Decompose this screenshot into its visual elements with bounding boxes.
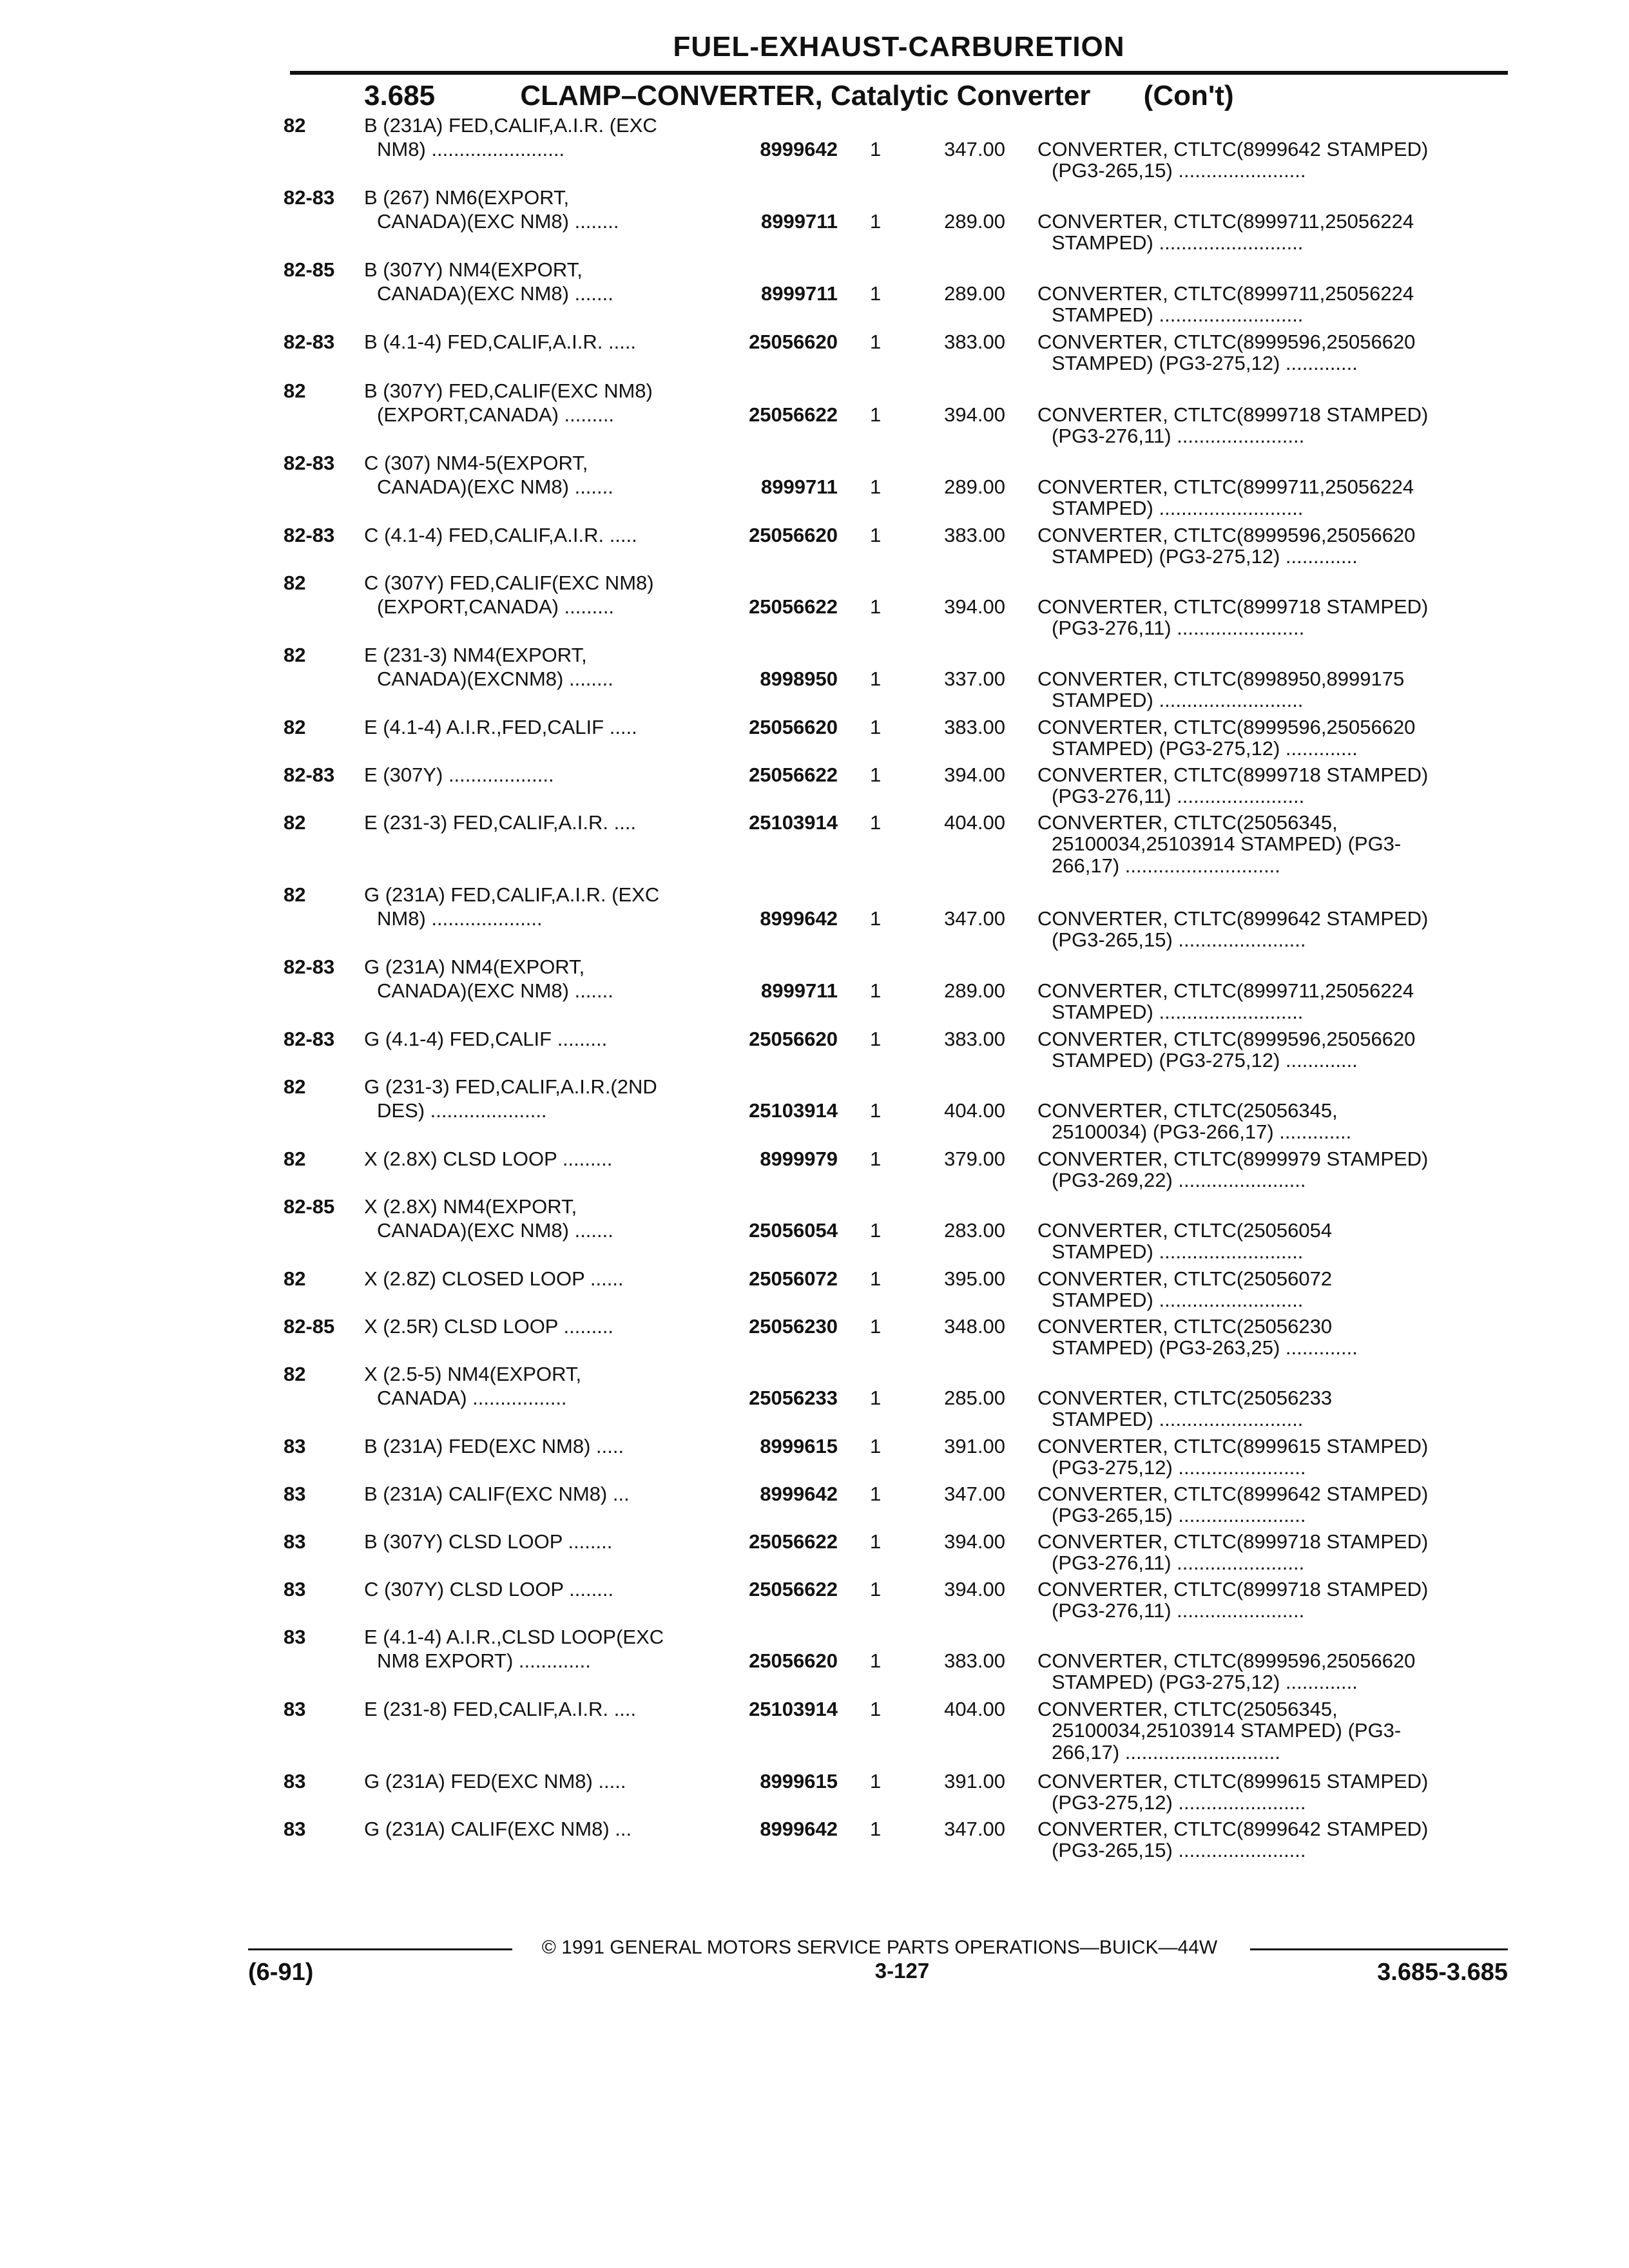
model-year: 83	[284, 1578, 306, 1600]
price: 404.00	[944, 811, 1005, 834]
part-description: CONVERTER, CTLTC(8999718 STAMPED)	[1037, 1578, 1429, 1600]
part-description: (PG3-265,15) .......................	[1052, 1839, 1306, 1862]
part-description: CONVERTER, CTLTC(8999711,25056224	[1037, 210, 1414, 233]
application-description: CANADA)(EXC NM8) .......	[377, 1219, 613, 1242]
price: 383.00	[944, 524, 1005, 546]
quantity: 1	[870, 668, 882, 690]
quantity: 1	[870, 1770, 882, 1792]
part-number: 8999711	[761, 476, 838, 498]
part-description: 25100034) (PG3-266,17) .............	[1052, 1120, 1352, 1144]
part-description: CONVERTER, CTLTC(25056054	[1037, 1219, 1333, 1242]
part-description: STAMPED) ..........................	[1052, 1240, 1304, 1264]
application-description: (EXPORT,CANADA) .........	[377, 403, 615, 426]
quantity: 1	[870, 138, 882, 160]
part-description: CONVERTER, CTLTC(25056230	[1037, 1315, 1333, 1338]
part-description: (PG3-265,15) .......................	[1052, 928, 1306, 952]
application-description: B (307Y) FED,CALIF(EXC NM8)	[364, 380, 653, 402]
part-number: 8999642	[760, 907, 838, 930]
part-number: 25103914	[749, 811, 838, 834]
price: 379.00	[944, 1148, 1005, 1170]
part-number: 8999711	[761, 979, 838, 1002]
quantity: 1	[870, 716, 882, 738]
application-description: B (231A) FED(EXC NM8) .....	[364, 1435, 624, 1457]
quantity: 1	[870, 764, 882, 786]
model-year: 82-83	[284, 1028, 335, 1050]
quantity: 1	[870, 331, 882, 353]
quantity: 1	[870, 1818, 882, 1840]
price: 383.00	[944, 716, 1005, 738]
application-description: G (4.1-4) FED,CALIF .........	[364, 1028, 608, 1050]
part-description: CONVERTER, CTLTC(8999711,25056224	[1037, 282, 1414, 305]
model-year: 82	[284, 572, 306, 594]
price: 394.00	[944, 1578, 1005, 1600]
application-description: X (2.8Z) CLOSED LOOP ......	[364, 1267, 624, 1290]
model-year: 82	[284, 716, 306, 738]
part-description: STAMPED) ..........................	[1052, 1408, 1304, 1431]
part-description: CONVERTER, CTLTC(8999642 STAMPED)	[1037, 1818, 1429, 1840]
quantity: 1	[870, 907, 882, 930]
part-number: 8999979	[760, 1148, 838, 1170]
price: 404.00	[944, 1099, 1005, 1122]
part-number: 8998950	[760, 668, 838, 690]
application-description: C (4.1-4) FED,CALIF,A.I.R. .....	[364, 524, 637, 546]
application-description: CANADA) .................	[377, 1387, 567, 1409]
model-year: 83	[284, 1698, 306, 1720]
price: 391.00	[944, 1435, 1005, 1457]
part-description: CONVERTER, CTLTC(8999979 STAMPED)	[1037, 1148, 1429, 1170]
application-description: NM8) ....................	[377, 907, 543, 930]
application-description: CANADA)(EXC NM8) ........	[377, 210, 619, 233]
price: 347.00	[944, 1818, 1005, 1840]
price: 383.00	[944, 1649, 1005, 1672]
part-number: 25056622	[749, 1578, 838, 1600]
application-description: E (307Y) ...................	[364, 764, 554, 786]
section-range: 3.685-3.685	[1377, 1959, 1508, 1986]
quantity: 1	[870, 1698, 882, 1720]
part-description: CONVERTER, CTLTC(8999596,25056620	[1037, 331, 1416, 353]
part-description: (PG3-276,11) .......................	[1052, 1599, 1305, 1622]
price: 347.00	[944, 138, 1005, 160]
price: 347.00	[944, 1483, 1005, 1505]
price: 289.00	[944, 282, 1005, 305]
quantity: 1	[870, 1483, 882, 1505]
application-description: CANADA)(EXC NM8) .......	[377, 282, 613, 305]
quantity: 1	[870, 1219, 882, 1242]
quantity: 1	[870, 595, 882, 618]
part-number: 25056622	[749, 403, 838, 426]
part-number: 8999642	[760, 1483, 838, 1505]
part-description: 25100034,25103914 STAMPED) (PG3-	[1052, 1719, 1402, 1742]
price: 283.00	[944, 1219, 1005, 1242]
copyright-notice: © 1991 GENERAL MOTORS SERVICE PARTS OPERATIONS—BUICK—44W	[512, 1937, 1247, 1959]
quantity: 1	[870, 979, 882, 1002]
part-number: 25056054	[749, 1219, 838, 1242]
price: 348.00	[944, 1315, 1005, 1338]
part-description: CONVERTER, CTLTC(8999711,25056224	[1037, 476, 1414, 498]
application-description: B (267) NM6(EXPORT,	[364, 186, 570, 209]
model-year: 82-83	[284, 186, 335, 209]
continued-label: (Con't)	[1143, 80, 1234, 111]
application-description: E (4.1-4) A.I.R.,FED,CALIF .....	[364, 716, 637, 738]
section-number: 3.685	[364, 80, 436, 111]
page-title: FUEL-EXHAUST-CARBURETION	[673, 31, 1125, 62]
part-description: 266,17) ............................	[1052, 854, 1280, 877]
part-description: CONVERTER, CTLTC(8999642 STAMPED)	[1037, 138, 1429, 160]
part-description: CONVERTER, CTLTC(8999596,25056620	[1037, 716, 1416, 738]
part-description: CONVERTER, CTLTC(8999596,25056620	[1037, 1028, 1416, 1050]
part-description: (PG3-276,11) .......................	[1052, 785, 1305, 808]
application-description: B (231A) CALIF(EXC NM8) ...	[364, 1483, 630, 1505]
quantity: 1	[870, 1435, 882, 1457]
part-description: (PG3-276,11) .......................	[1052, 617, 1305, 640]
application-description: E (231-3) FED,CALIF,A.I.R. ....	[364, 811, 637, 834]
model-year: 82	[284, 1148, 306, 1170]
price: 395.00	[944, 1267, 1005, 1290]
section-name: CLAMP–CONVERTER, Catalytic Converter	[520, 80, 1091, 111]
application-description: DES) .....................	[377, 1099, 547, 1122]
part-description: CONVERTER, CTLTC(8999711,25056224	[1037, 979, 1414, 1002]
application-description: G (231A) CALIF(EXC NM8) ...	[364, 1818, 632, 1840]
part-number: 25056620	[749, 1028, 838, 1050]
quantity: 1	[870, 1387, 882, 1409]
part-description: CONVERTER, CTLTC(8999596,25056620	[1037, 524, 1416, 546]
model-year: 82-83	[284, 331, 335, 353]
application-description: X (2.5R) CLSD LOOP .........	[364, 1315, 614, 1338]
application-description: C (307Y) FED,CALIF(EXC NM8)	[364, 572, 654, 594]
part-number: 8999711	[761, 282, 838, 305]
part-number: 25056622	[749, 1530, 838, 1553]
model-year: 83	[284, 1435, 306, 1457]
model-year: 83	[284, 1770, 306, 1792]
part-description: STAMPED) (PG3-275,12) .............	[1052, 1049, 1358, 1072]
part-number: 25056620	[749, 716, 838, 738]
price: 337.00	[944, 668, 1005, 690]
application-description: X (2.5-5) NM4(EXPORT,	[364, 1363, 582, 1385]
part-description: (PG3-269,22) .......................	[1052, 1169, 1306, 1192]
application-description: NM8) ........................	[377, 138, 565, 160]
application-description: B (231A) FED,CALIF,A.I.R. (EXC	[364, 114, 657, 137]
footer-rule-left	[248, 1948, 519, 1950]
quantity: 1	[870, 403, 882, 426]
application-description: G (231-3) FED,CALIF,A.I.R.(2ND	[364, 1075, 657, 1098]
quantity: 1	[870, 811, 882, 834]
model-year: 82	[284, 811, 306, 834]
model-year: 82-83	[284, 956, 335, 978]
price: 394.00	[944, 764, 1005, 786]
part-description: STAMPED) ..........................	[1052, 497, 1304, 520]
revision-date: (6-91)	[248, 1959, 314, 1986]
part-number: 25056622	[749, 595, 838, 618]
application-description: NM8 EXPORT) .............	[377, 1649, 591, 1672]
application-description: E (231-8) FED,CALIF,A.I.R. ....	[364, 1698, 637, 1720]
application-description: CANADA)(EXCNM8) ........	[377, 668, 613, 690]
part-description: CONVERTER, CTLTC(25056345,	[1037, 1698, 1338, 1720]
part-number: 25056072	[749, 1267, 838, 1290]
model-year: 82-85	[284, 1315, 335, 1338]
application-description: E (231-3) NM4(EXPORT,	[364, 644, 587, 666]
application-description: E (4.1-4) A.I.R.,CLSD LOOP(EXC	[364, 1626, 664, 1648]
application-description: X (2.8X) CLSD LOOP .........	[364, 1148, 613, 1170]
quantity: 1	[870, 524, 882, 546]
part-description: CONVERTER, CTLTC(8999615 STAMPED)	[1037, 1435, 1429, 1457]
price: 383.00	[944, 1028, 1005, 1050]
part-description: CONVERTER, CTLTC(8999642 STAMPED)	[1037, 907, 1429, 930]
part-number: 25103914	[749, 1099, 838, 1122]
model-year: 82-83	[284, 452, 335, 474]
part-description: CONVERTER, CTLTC(8999718 STAMPED)	[1037, 403, 1429, 426]
part-description: (PG3-265,15) .......................	[1052, 1504, 1306, 1527]
price: 394.00	[944, 1530, 1005, 1553]
part-description: (PG3-265,15) .......................	[1052, 159, 1306, 182]
part-number: 8999642	[760, 1818, 838, 1840]
part-number: 25103914	[749, 1698, 838, 1720]
part-number: 8999711	[761, 210, 838, 233]
model-year: 83	[284, 1818, 306, 1840]
price: 394.00	[944, 403, 1005, 426]
price: 383.00	[944, 331, 1005, 353]
application-description: (EXPORT,CANADA) .........	[377, 595, 615, 618]
part-description: CONVERTER, CTLTC(8999596,25056620	[1037, 1649, 1416, 1672]
part-description: 25100034,25103914 STAMPED) (PG3-	[1052, 832, 1402, 856]
footer-rule-right	[1250, 1948, 1508, 1950]
part-number: 25056620	[749, 1649, 838, 1672]
model-year: 82	[284, 1267, 306, 1290]
price: 285.00	[944, 1387, 1005, 1409]
application-description: CANADA)(EXC NM8) .......	[377, 476, 613, 498]
application-description: G (231A) FED,CALIF,A.I.R. (EXC	[364, 883, 660, 906]
part-number: 25056233	[749, 1387, 838, 1409]
model-year: 82	[284, 883, 306, 906]
part-description: (PG3-276,11) .......................	[1052, 1552, 1305, 1575]
application-description: C (307) NM4-5(EXPORT,	[364, 452, 588, 474]
part-description: STAMPED) (PG3-275,12) .............	[1052, 545, 1358, 568]
part-description: CONVERTER, CTLTC(8999718 STAMPED)	[1037, 764, 1429, 786]
part-description: STAMPED) ..........................	[1052, 1001, 1304, 1024]
price: 289.00	[944, 979, 1005, 1002]
quantity: 1	[870, 1099, 882, 1122]
model-year: 82-83	[284, 524, 335, 546]
application-description: B (307Y) NM4(EXPORT,	[364, 258, 583, 281]
part-description: 266,17) ............................	[1052, 1740, 1280, 1763]
price: 404.00	[944, 1698, 1005, 1720]
price: 394.00	[944, 595, 1005, 618]
part-description: CONVERTER, CTLTC(25056345,	[1037, 811, 1338, 834]
model-year: 82-85	[284, 1195, 335, 1218]
part-description: (PG3-276,11) .......................	[1052, 425, 1305, 448]
application-description: C (307Y) CLSD LOOP ........	[364, 1578, 614, 1600]
price: 391.00	[944, 1770, 1005, 1792]
part-description: STAMPED) (PG3-263,25) .............	[1052, 1336, 1358, 1360]
quantity: 1	[870, 1267, 882, 1290]
model-year: 82	[284, 1075, 306, 1098]
part-description: CONVERTER, CTLTC(25056345,	[1037, 1099, 1338, 1122]
part-number: 8999615	[760, 1770, 838, 1792]
model-year: 83	[284, 1530, 306, 1553]
part-description: (PG3-275,12) .......................	[1052, 1791, 1306, 1814]
quantity: 1	[870, 1315, 882, 1338]
quantity: 1	[870, 1148, 882, 1170]
part-number: 8999642	[760, 138, 838, 160]
model-year: 82-83	[284, 764, 335, 786]
quantity: 1	[870, 282, 882, 305]
model-year: 83	[284, 1483, 306, 1505]
quantity: 1	[870, 1530, 882, 1553]
part-description: CONVERTER, CTLTC(8999718 STAMPED)	[1037, 1530, 1429, 1553]
application-description: B (4.1-4) FED,CALIF,A.I.R. .....	[364, 331, 637, 353]
price: 289.00	[944, 210, 1005, 233]
part-number: 25056230	[749, 1315, 838, 1338]
part-description: STAMPED) (PG3-275,12) .............	[1052, 737, 1358, 760]
model-year: 82	[284, 644, 306, 666]
part-description: CONVERTER, CTLTC(8999718 STAMPED)	[1037, 595, 1429, 618]
model-year: 82	[284, 114, 306, 137]
part-description: STAMPED) (PG3-275,12) .............	[1052, 1671, 1358, 1694]
application-description: B (307Y) CLSD LOOP ........	[364, 1530, 613, 1553]
page-number: 3-127	[874, 1959, 930, 1983]
part-description: CONVERTER, CTLTC(8999615 STAMPED)	[1037, 1770, 1429, 1792]
model-year: 83	[284, 1626, 306, 1648]
price: 289.00	[944, 476, 1005, 498]
quantity: 1	[870, 210, 882, 233]
quantity: 1	[870, 1649, 882, 1672]
application-description: G (231A) NM4(EXPORT,	[364, 956, 585, 978]
price: 347.00	[944, 907, 1005, 930]
part-description: STAMPED) (PG3-275,12) .............	[1052, 352, 1358, 375]
model-year: 82-85	[284, 258, 335, 281]
part-description: CONVERTER, CTLTC(25056072	[1037, 1267, 1333, 1290]
part-number: 25056620	[749, 331, 838, 353]
application-description: X (2.8X) NM4(EXPORT,	[364, 1195, 577, 1218]
application-description: G (231A) FED(EXC NM8) .....	[364, 1770, 626, 1792]
part-description: CONVERTER, CTLTC(25056233	[1037, 1387, 1333, 1409]
quantity: 1	[870, 1028, 882, 1050]
part-description: STAMPED) ..........................	[1052, 1289, 1304, 1312]
part-description: CONVERTER, CTLTC(8999642 STAMPED)	[1037, 1483, 1429, 1505]
quantity: 1	[870, 476, 882, 498]
part-description: STAMPED) ..........................	[1052, 231, 1304, 255]
part-description: STAMPED) ..........................	[1052, 303, 1304, 327]
part-number: 25056622	[749, 764, 838, 786]
model-year: 82	[284, 380, 306, 402]
application-description: CANADA)(EXC NM8) .......	[377, 979, 613, 1002]
model-year: 82	[284, 1363, 306, 1385]
part-description: CONVERTER, CTLTC(8998950,8999175	[1037, 668, 1405, 690]
part-description: STAMPED) ..........................	[1052, 689, 1304, 712]
part-description: (PG3-275,12) .......................	[1052, 1456, 1306, 1479]
part-number: 8999615	[760, 1435, 838, 1457]
part-number: 25056620	[749, 524, 838, 546]
quantity: 1	[870, 1578, 882, 1600]
